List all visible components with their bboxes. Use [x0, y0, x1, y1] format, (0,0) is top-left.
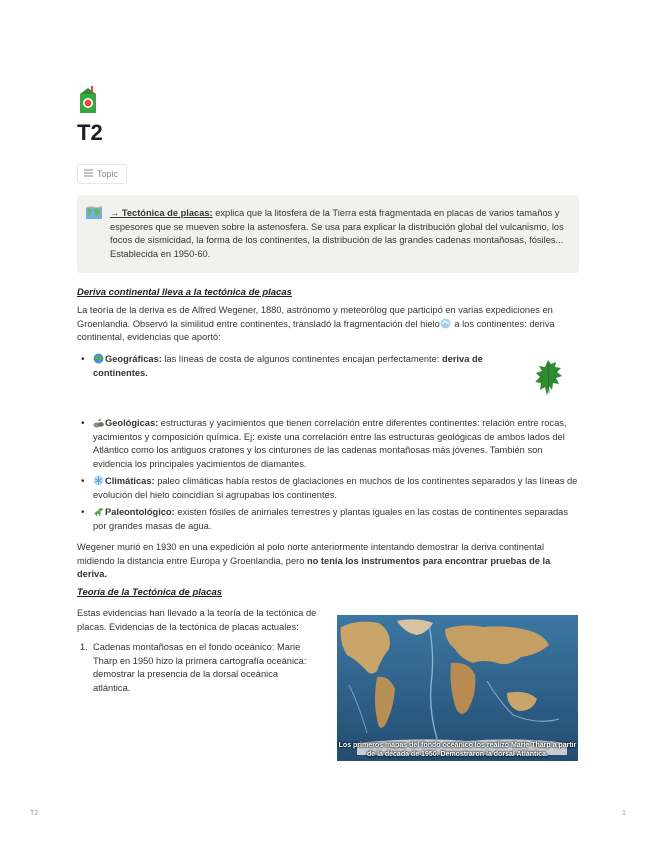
intro-text-after: a los continentes: deriva continental, evidencias que aportó:: [77, 318, 555, 342]
evidence-numbered-list: [77, 641, 317, 695]
bullet-label-paleontologico: Paleontológico:: [105, 507, 175, 517]
page-title: T2: [77, 120, 103, 145]
bullet-label-geograficas: Geográficas:: [105, 354, 162, 364]
paragraph-wegener-intro: [77, 304, 579, 345]
bullet-text: paleo climáticas había restos de glaciaciones en muchos de los continentes separados y las líneas de evolución del hielo coincidían si agrupabas los continentes.: [93, 476, 578, 500]
list-item: [77, 506, 579, 533]
paragraph-wegener-death: [77, 541, 579, 582]
tectonica-link[interactable]: → Tectónica de placas:: [110, 208, 213, 218]
continents-puzzle-image: [534, 359, 564, 397]
bullet-label-geologicas: Geológicas:: [105, 418, 159, 428]
paragraph-evidencias: Estas evidencias han llevado a la teoría de la tectónica de placas. Evidencias de la tectónica de placas actuales:: [77, 608, 317, 632]
bullet-label-climaticas: Climáticas:: [105, 476, 155, 486]
list-item: [77, 475, 579, 502]
footer-page-name: T2: [30, 810, 39, 817]
dinosaur-icon: [93, 506, 104, 517]
heading-teoria-tectonica: Teoría de la Tectónica de placas: [77, 587, 223, 598]
bullet-bold-tail: deriva de continentes.: [93, 354, 483, 378]
juice-carton-icon: [77, 86, 99, 114]
bullet-text: las líneas de costa de algunos continentes encajan perfectamente:: [161, 354, 442, 364]
callout-text: explica que la litosfera de la Tierra está fragmentada en placas de varios tamaños y espesores que se mueven sobre la astenosfera. Se usa para explicar la distribución global del vulcanismo, los focos de sismicidad, la forma de los continentes, la distribución de las grandes cadenas montañosas, fósiles... Establecida en 1950-60.: [110, 208, 564, 259]
list-item: [77, 641, 317, 695]
topic-property-button[interactable]: [77, 164, 127, 184]
list-icon: [84, 169, 93, 179]
list-item: [77, 353, 493, 380]
list-item-text: Cadenas montañosas en el fondo oceánico: Marie Tharp en 1950 hizo la primera cartografía oceánica: demostrar la presencia de la dorsal oceánica atlántica.: [93, 642, 307, 693]
list-number: 1.: [80, 642, 88, 652]
ocean-floor-map-image: [337, 615, 578, 761]
list-item: [77, 417, 579, 471]
heading-deriva-continental: Deriva continental lleva a la tectónica de placas: [77, 287, 292, 298]
evidence-list: [77, 353, 579, 533]
bullet-text: existen fósiles de animales terrestres y plantas iguales en las costas de continentes separadas por grandes masas de agua.: [93, 507, 569, 531]
callout-tectonica: [77, 195, 579, 273]
closing-bold-text: no tenía los instrumentos para encontrar pruebas de la deriva.: [77, 555, 551, 579]
world-map-icon: [86, 206, 102, 220]
map-caption: Los primeros mapas del fondo oceánico los realizó Marie Tharp a partir de la década de 1950. Demostraron la dorsal Atlántica.: [338, 742, 577, 758]
snowflake-icon: [93, 475, 104, 486]
closing-text: Wegener murió en 1930 en una expedición al polo norte anteriormente intentando demostrar la deriva continental midiendo la distancia entre Europa y Groenlandia, pero: [77, 542, 545, 566]
bullet-text: estructuras y yacimientos que tienen correlación entre diferentes continentes: relación entre rocas, yacimientos y composición química. Ej: existe una correlación entre las estructuras geológicas de ambos lados del Atlántico como los antiguos cratones y los cinturones de las cadenas montañosas más jóvenes. También son evidencia los principales yacimientos de diamantes.: [93, 418, 567, 469]
topic-property-label: Topic: [97, 169, 119, 179]
intro-text-before: La teoría de la deriva es de Alfred Wegener, 1880, astrónomo y meteorólog que participó en varias expediciones en Groenlandia. Observó la similitud entre continentes, transladó la fragmentación del hielo: [77, 305, 553, 329]
globe-icon: [93, 353, 104, 364]
ice-icon: [440, 318, 451, 329]
footer-page-number: 1: [622, 810, 626, 817]
rocks-icon: [93, 417, 104, 428]
